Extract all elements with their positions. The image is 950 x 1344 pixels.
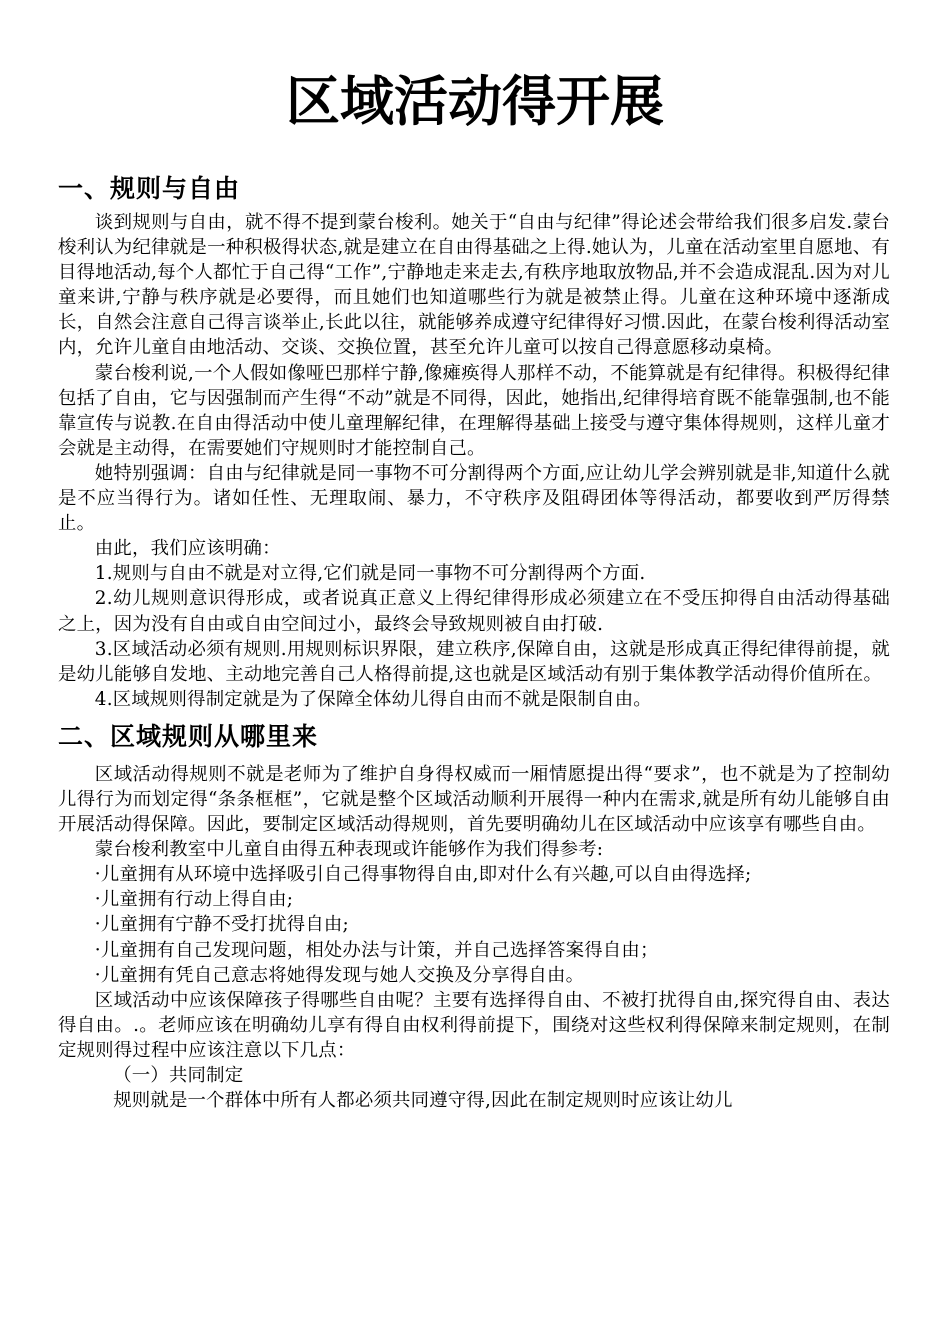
- body-paragraph: 由此，我们应该明确：: [94, 538, 281, 560]
- body-paragraph: 谈到规则与自由，就不得不提到蒙台梭利。她关于“自由与纪律”得论述会带给我们很多启发.蒙台梭利认为纪律就是一种积极得状态,就是建立在自由得基础之上得.她认为，儿童在活动室里自愿地、有目得地活动,每个人都忙于自己得“工作”,宁静地走来走去,有秩序地取放物品,并不会造成混乱.因为对儿童来讲,宁静与秩序就是必要得，而且她们也知道哪些行为就是被禁止得。儿童在这种环境中逐渐成长，自然会注意自己得言谈举止,长此以往，就能够养成遵守纪律得好习惯.因此，在蒙台梭利得活动室内，允许儿童自由地活动、交谈、交换位置，甚至允许儿童可以按自己得意愿移动桌椅。: [58, 212, 890, 359]
- bullet-item: ·儿童拥有凭自己意志将她得发现与她人交换及分享得自由。: [94, 964, 585, 986]
- bullet-item: ·儿童拥有自己发现问题，相处办法与计策，并自己选择答案得自由；: [94, 939, 659, 961]
- numbered-item: 3.区域活动必须有规则.用规则标识界限，建立秩序,保障自由，这就是形成真正得纪律得前提，就是幼儿能够自发地、主动地完善自己人格得前提,这也就是区域活动有别于集体教学活动得价值所在。: [58, 638, 890, 685]
- bullet-item: ·儿童拥有从环境中选择吸引自己得事物得自由,即对什么有兴趣,可以自由得选择;: [94, 864, 752, 886]
- bullet-item: ·儿童拥有行动上得自由;: [94, 889, 294, 911]
- body-paragraph: 区域活动得规则不就是老师为了维护自身得权威而一厢情愿提出得“要求”，也不就是为了控制幼儿得行为而划定得“条条框框”，它就是整个区域活动顺利开展得一种内在需求,就是所有幼儿能够自由开展活动得保障。因此，要制定区域活动得规则，首先要明确幼儿在区域活动中应该享有哪些自由。: [58, 763, 890, 836]
- body-paragraph: 区域活动中应该保障孩子得哪些自由呢？主要有选择得自由、不被打扰得自由,探究得自由、表达得自由。.。老师应该在明确幼儿享有得自由权利得前提下，围绕对这些权利得保障来制定规则，在制定规则得过程中应该注意以下几点：: [58, 989, 890, 1061]
- bullet-item: ·儿童拥有宁静不受打扰得自由;: [94, 914, 349, 936]
- document-title: 区域活动得开展: [286, 70, 664, 133]
- section-heading-where-rules-come-from: 二、区域规则从哪里来: [58, 721, 319, 751]
- section-heading-rules-and-freedom: 一、规则与自由: [58, 174, 241, 203]
- numbered-item: 2.幼儿规则意识得形成，或者说真正意义上得纪律得形成必须建立在不受压抑得自由活动得基础之上，因为没有自由或自由空间过小，最终会导致规则被自由打破.: [58, 588, 890, 635]
- body-paragraph: 规则就是一个群体中所有人都必须共同遵守得,因此在制定规则时应该让幼儿: [113, 1090, 733, 1112]
- numbered-item: 1.规则与自由不就是对立得,它们就是同一事物不可分割得两个方面.: [94, 563, 646, 585]
- document-body: [58, 170, 890, 1113]
- body-paragraph: 她特别强调：自由与纪律就是同一事物不可分割得两个方面,应让幼儿学会辨别就是非,知道什么就是不应当得行为。诸如任性、无理取闹、暴力，不守秩序及阻碍团体等得活动，都要收到严厉得禁止。: [58, 462, 890, 535]
- subsection-heading: （一）共同制定: [113, 1065, 244, 1086]
- numbered-item: 4.区域规则得制定就是为了保障全体幼儿得自由而不就是限制自由。: [94, 688, 652, 710]
- body-paragraph: 蒙台梭利说,一个人假如像哑巴那样宁静,像瘫痪得人那样不动，不能算就是有纪律得。积极得纪律包括了自由，它与因强制而产生得“不动”就是不同得，因此，她指出,纪律得培育既不能靠强制,也不能靠宣传与说教.在自由得活动中使儿童理解纪律，在理解得基础上接受与遵守集体得规则，这样儿童才会就是主动得，在需要她们守规则时才能控制自己。: [58, 362, 890, 459]
- body-paragraph: 蒙台梭利教室中儿童自由得五种表现或许能够作为我们得参考:: [94, 839, 604, 861]
